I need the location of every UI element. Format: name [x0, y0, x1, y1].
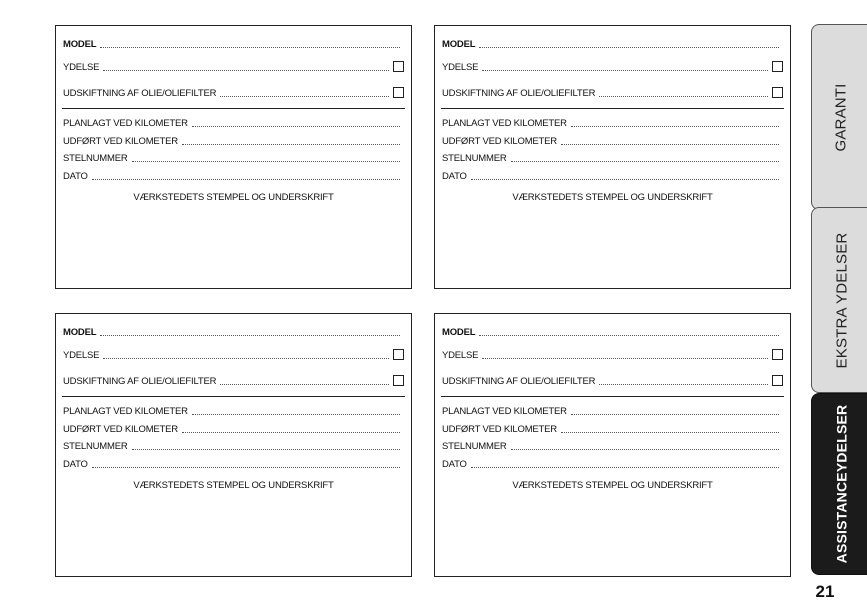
tab-warranty[interactable] — [811, 24, 867, 210]
chassis-field[interactable] — [132, 160, 400, 162]
done-km-row — [442, 133, 783, 147]
model-row — [442, 36, 783, 50]
date-row — [442, 456, 783, 470]
planned-km-label: PLANLAGT VED KILOMETER — [63, 406, 188, 417]
chassis-row — [442, 438, 783, 452]
service-checkbox[interactable] — [393, 349, 404, 360]
date-row — [63, 456, 404, 470]
planned-km-label: PLANLAGT VED KILOMETER — [63, 118, 188, 129]
tab-assistance-services-label: ASSISTANCEYDELSER — [833, 404, 850, 564]
tab-extra-services[interactable] — [811, 207, 867, 393]
service-label: YDELSE — [442, 62, 479, 73]
service-checkbox[interactable] — [393, 61, 404, 72]
oil-change-label: UDSKIFTNING AF OLIE/OLIEFILTER — [442, 376, 596, 387]
service-card — [434, 313, 791, 577]
oil-change-checkbox[interactable] — [393, 375, 404, 386]
done-km-label: UDFØRT VED KILOMETER — [442, 136, 557, 147]
model-label: MODEL — [442, 39, 476, 50]
service-field[interactable] — [482, 69, 768, 71]
chassis-label: STELNUMMER — [63, 441, 128, 452]
oil-change-row — [442, 85, 783, 99]
chassis-field[interactable] — [132, 448, 400, 450]
oil-change-row — [63, 85, 404, 99]
planned-km-label: PLANLAGT VED KILOMETER — [442, 406, 567, 417]
model-label: MODEL — [442, 327, 476, 338]
oil-change-label: UDSKIFTNING AF OLIE/OLIEFILTER — [63, 376, 217, 387]
oil-change-row — [63, 373, 404, 387]
service-field[interactable] — [482, 357, 768, 359]
model-field[interactable] — [100, 46, 400, 48]
date-label: DATO — [63, 459, 88, 470]
divider — [62, 108, 405, 109]
date-field[interactable] — [92, 178, 400, 180]
service-card — [434, 25, 791, 289]
service-card — [55, 25, 412, 289]
oil-change-label: UDSKIFTNING AF OLIE/OLIEFILTER — [442, 88, 596, 99]
chassis-row — [442, 150, 783, 164]
done-km-field[interactable] — [561, 431, 779, 433]
service-row — [63, 59, 404, 73]
oil-change-row — [442, 373, 783, 387]
done-km-row — [63, 421, 404, 435]
oil-change-checkbox[interactable] — [393, 87, 404, 98]
done-km-field[interactable] — [561, 143, 779, 145]
oil-change-field[interactable] — [220, 383, 389, 385]
planned-km-field[interactable] — [192, 413, 400, 415]
oil-change-field[interactable] — [220, 95, 389, 97]
date-label: DATO — [442, 459, 467, 470]
oil-change-field[interactable] — [599, 383, 768, 385]
model-label: MODEL — [63, 327, 97, 338]
service-field[interactable] — [103, 69, 389, 71]
planned-km-field[interactable] — [571, 125, 779, 127]
model-field[interactable] — [479, 46, 779, 48]
done-km-label: UDFØRT VED KILOMETER — [63, 136, 178, 147]
chassis-row — [63, 438, 404, 452]
model-label: MODEL — [63, 39, 97, 50]
done-km-field[interactable] — [182, 431, 400, 433]
oil-change-checkbox[interactable] — [772, 375, 783, 386]
service-row — [442, 59, 783, 73]
service-field[interactable] — [103, 357, 389, 359]
divider — [441, 396, 784, 397]
planned-km-row — [63, 115, 404, 129]
planned-km-row — [63, 403, 404, 417]
planned-km-row — [442, 403, 783, 417]
done-km-row — [63, 133, 404, 147]
date-field[interactable] — [92, 466, 400, 468]
done-km-label: UDFØRT VED KILOMETER — [442, 424, 557, 435]
service-checkbox[interactable] — [772, 61, 783, 72]
chassis-label: STELNUMMER — [63, 153, 128, 164]
chassis-field[interactable] — [511, 448, 779, 450]
chassis-row — [63, 150, 404, 164]
tab-warranty-label: GARANTI — [833, 82, 851, 152]
planned-km-label: PLANLAGT VED KILOMETER — [442, 118, 567, 129]
date-label: DATO — [442, 171, 467, 182]
service-card — [55, 313, 412, 577]
model-field[interactable] — [100, 334, 400, 336]
service-label: YDELSE — [442, 350, 479, 361]
service-label: YDELSE — [63, 350, 100, 361]
oil-change-label: UDSKIFTNING AF OLIE/OLIEFILTER — [63, 88, 217, 99]
date-row — [442, 168, 783, 182]
divider — [441, 108, 784, 109]
done-km-field[interactable] — [182, 143, 400, 145]
planned-km-row — [442, 115, 783, 129]
oil-change-checkbox[interactable] — [772, 87, 783, 98]
service-checkbox[interactable] — [772, 349, 783, 360]
stamp-label: VÆRKSTEDETS STEMPEL OG UNDERSKRIFT — [512, 480, 713, 491]
service-row — [63, 347, 404, 361]
date-row — [63, 168, 404, 182]
stamp-label: VÆRKSTEDETS STEMPEL OG UNDERSKRIFT — [512, 192, 713, 203]
divider — [62, 396, 405, 397]
model-field[interactable] — [479, 334, 779, 336]
chassis-label: STELNUMMER — [442, 153, 507, 164]
model-row — [442, 324, 783, 338]
planned-km-field[interactable] — [192, 125, 400, 127]
date-field[interactable] — [471, 466, 779, 468]
stamp-label: VÆRKSTEDETS STEMPEL OG UNDERSKRIFT — [133, 192, 334, 203]
planned-km-field[interactable] — [571, 413, 779, 415]
oil-change-field[interactable] — [599, 95, 768, 97]
tab-assistance-services[interactable] — [811, 393, 867, 575]
done-km-label: UDFØRT VED KILOMETER — [63, 424, 178, 435]
model-row — [63, 324, 404, 338]
page-number: 21 — [815, 582, 835, 601]
service-label: YDELSE — [63, 62, 100, 73]
chassis-label: STELNUMMER — [442, 441, 507, 452]
date-field[interactable] — [471, 178, 779, 180]
model-row — [63, 36, 404, 50]
service-row — [442, 347, 783, 361]
done-km-row — [442, 421, 783, 435]
chassis-field[interactable] — [511, 160, 779, 162]
date-label: DATO — [63, 171, 88, 182]
stamp-label: VÆRKSTEDETS STEMPEL OG UNDERSKRIFT — [133, 480, 334, 491]
tab-extra-services-label: EKSTRA YDELSER — [833, 232, 851, 368]
